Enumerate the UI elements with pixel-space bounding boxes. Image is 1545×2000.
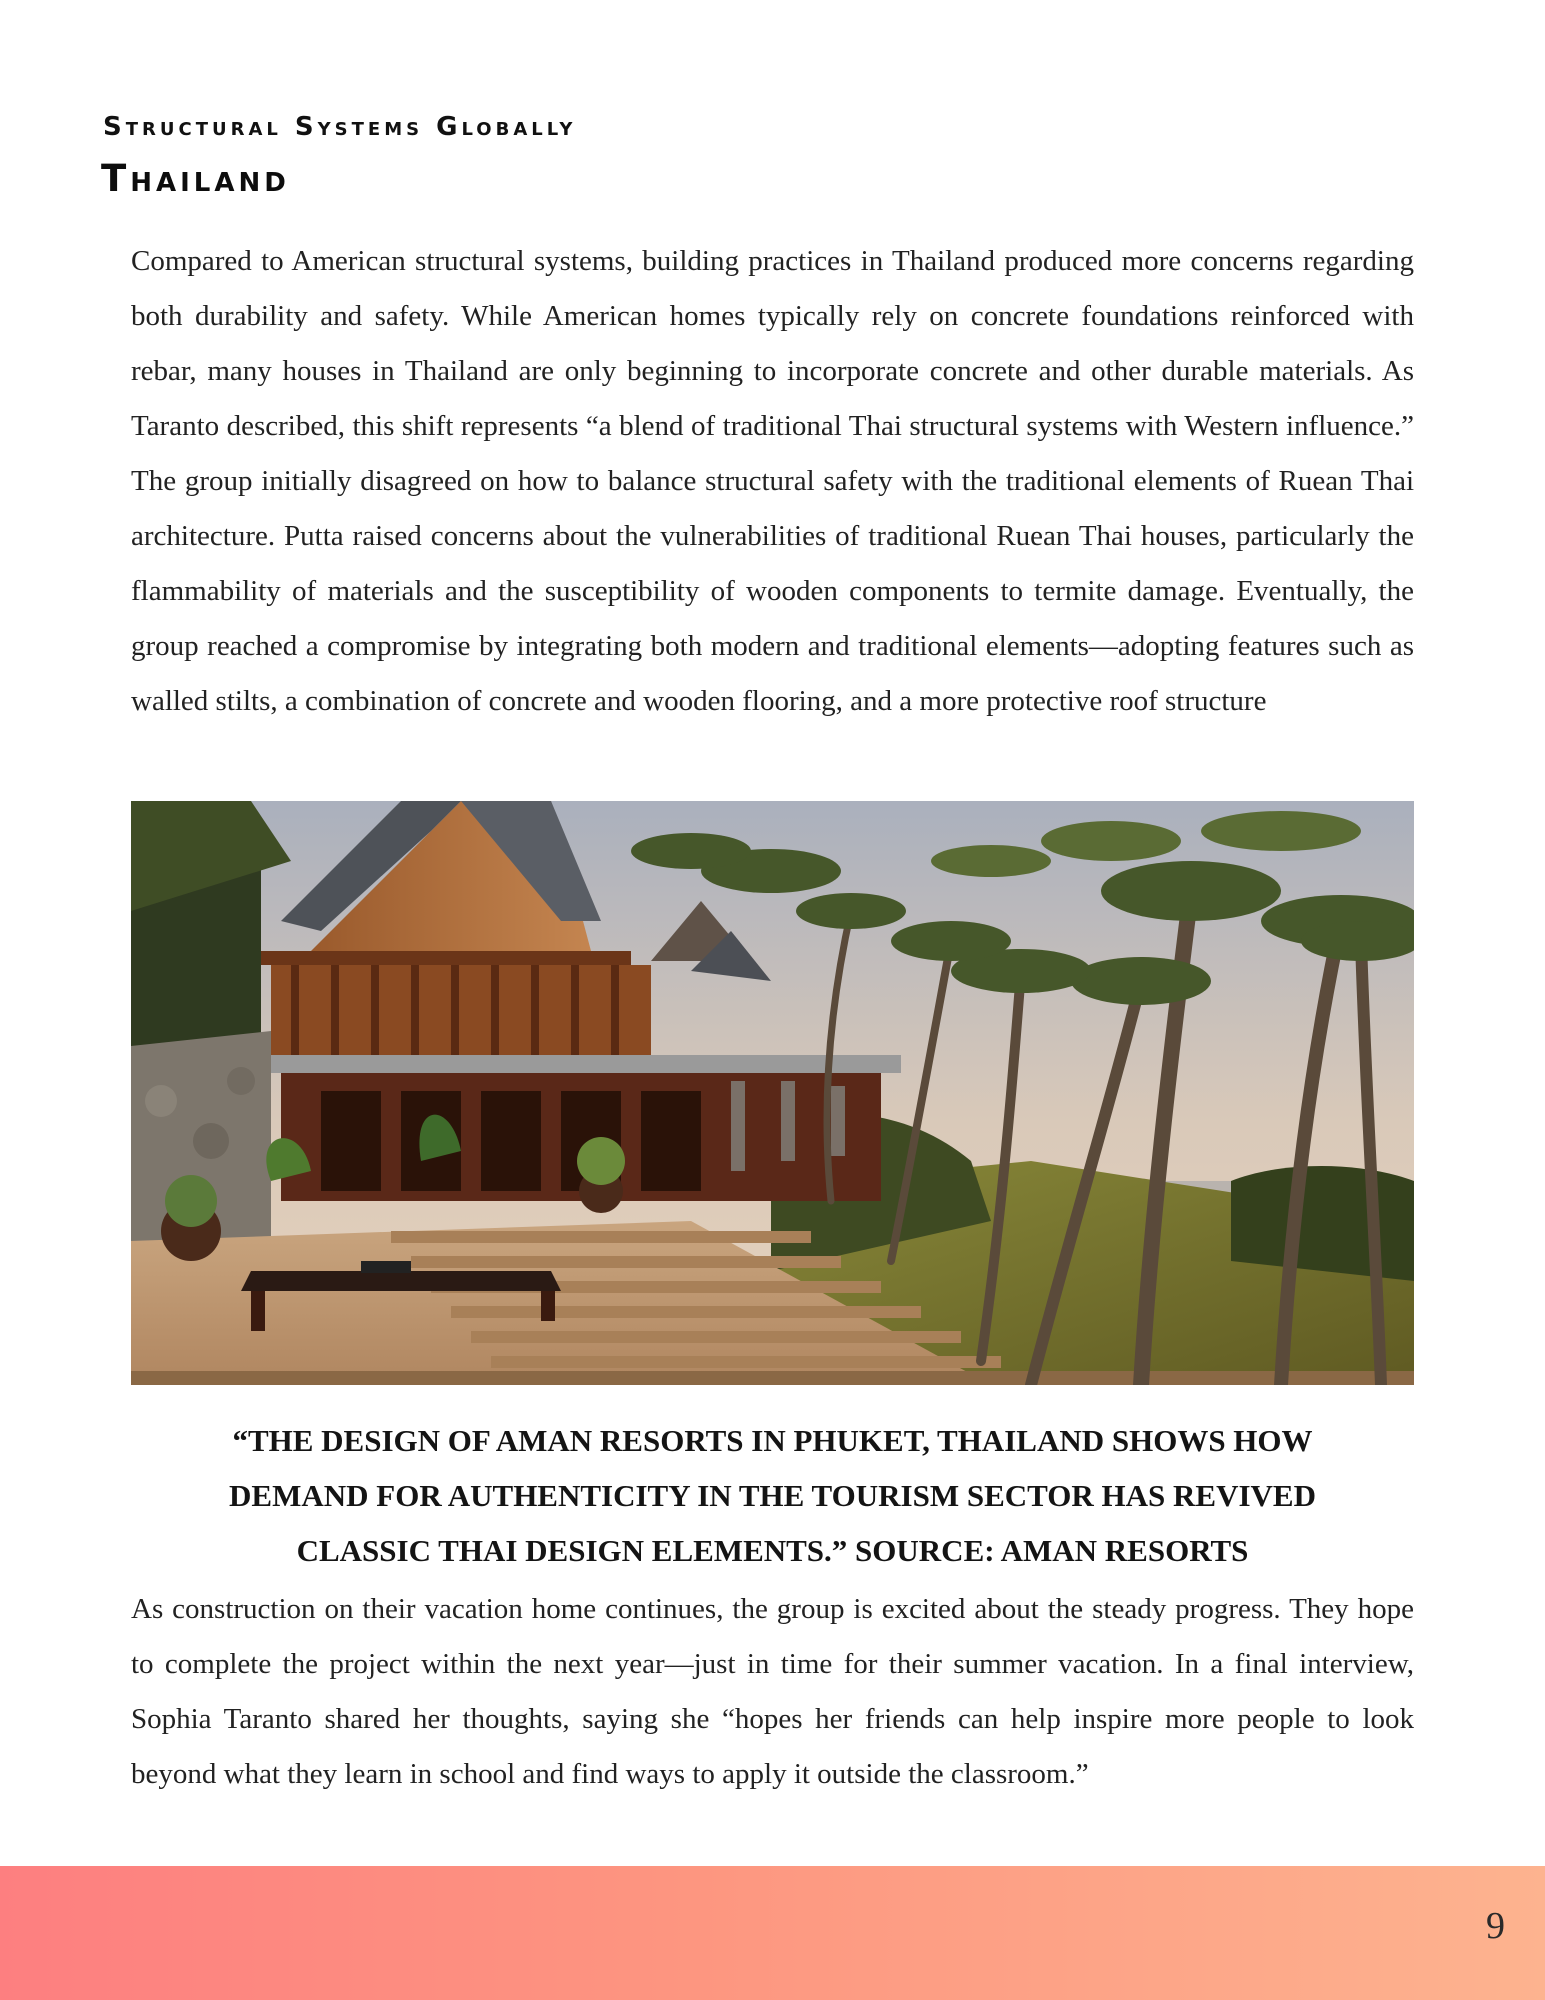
page-number: 9 — [1486, 1905, 1505, 1947]
resort-photo — [131, 801, 1414, 1385]
article-paragraph-1: Compared to American structural systems, building practices in Thailand produced more concerns regarding both durability and safety. While American homes typically rely on concrete foundations reinforced with rebar, many houses in Thailand are only beginning to incorporate concrete and other durable materials. As Taranto described, this shift represents “a blend of traditional Thai structural systems with Western influence.” The group initially disagreed on how to balance structural safety with the traditional elements of Ruean Thai architecture. Putta raised concerns about the vulnerabilities of traditional Ruean Thai houses, particularly the flammability of materials and the susceptibility of wooden components to termite damage. Eventually, the group reached a compromise by integrating both modern and traditional elements—adopting features such as walled stilts, a combination of concrete and wooden flooring, and a more protective roof structure — [131, 245, 1414, 717]
article-paragraph-2: As construction on their vacation home continues, the group is excited about the steady progress. They hope to complete the project within the next year—just in time for their summer vacation. In a final interview, Sophia Taranto shared her thoughts, saying she “hopes her friends can help inspire more people to look beyond what they learn in school and find ways to apply it outside the classroom.” — [131, 1593, 1414, 1790]
footer-band — [0, 1866, 1545, 2000]
section-label: Structural Systems Globally — [103, 112, 577, 142]
page-title: Thailand — [101, 157, 290, 200]
photo-caption: “THE DESIGN OF AMAN RESORTS IN PHUKET, THAILAND SHOWS HOW DEMAND FOR AUTHENTICITY IN THE TOURISM SECTOR HAS REVIVED CLASSIC THAI DESIGN ELEMENTS.” SOURCE: AMAN RESORTS — [229, 1423, 1316, 1568]
